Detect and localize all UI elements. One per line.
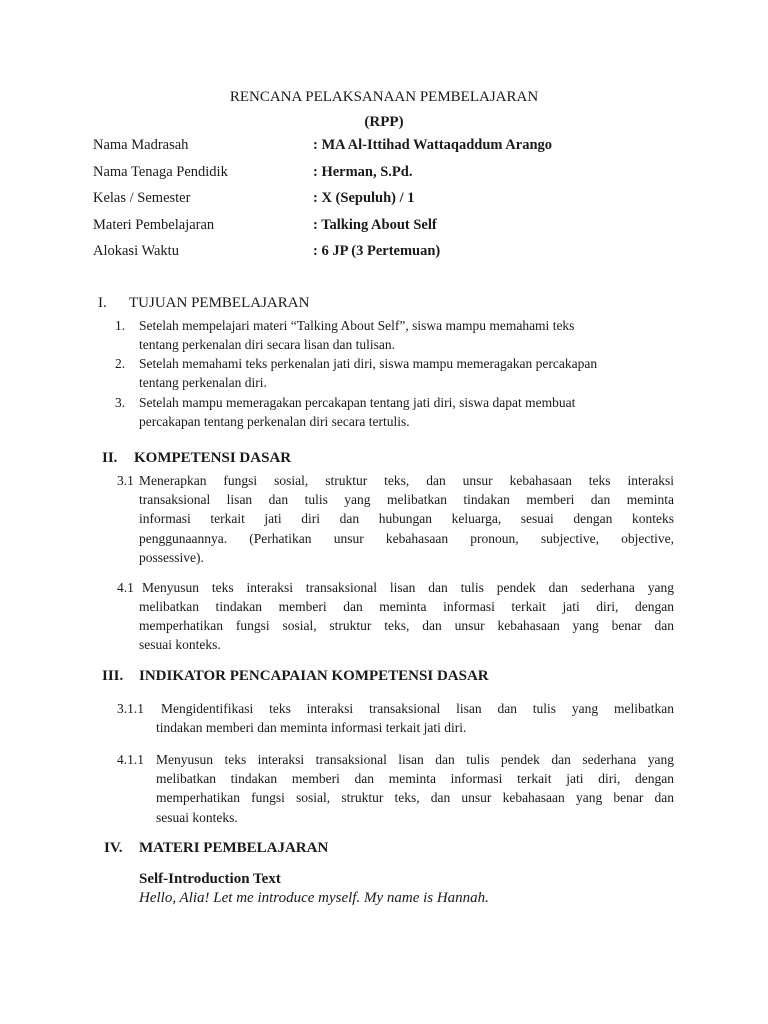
info-value: : Herman, S.Pd.: [313, 164, 413, 180]
list-item: [156, 750, 674, 827]
section-number: IV.: [104, 840, 123, 856]
list-item-line: informasi terkait jati diri dan hubungan keluarga, sesuai dengan konteks: [139, 511, 674, 527]
list-item-line: Menyusun teks interaksi transaksional lisan dan tulis pendek dan sederhana yang: [156, 752, 674, 767]
section-number: II.: [102, 450, 118, 466]
info-label: Materi Pembelajaran: [93, 217, 215, 233]
material-text: Hello, Alia! Let me introduce myself. My name is Hannah.: [139, 890, 489, 906]
list-item-line: transaksional lisan dan tulis yang melibatkan tindakan memberi dan meminta: [139, 492, 674, 508]
info-value: : Talking About Self: [313, 217, 437, 233]
list-item-line: Menerapkan fungsi sosial, struktur teks, dan unsur kebahasaan teks interaksi: [139, 473, 674, 488]
list-item: [156, 718, 674, 737]
section-number: III.: [102, 668, 124, 684]
list-item-line: tentang perkenalan diri secara lisan dan tulisan.: [139, 337, 396, 353]
section-heading: KOMPETENSI DASAR: [134, 450, 292, 466]
list-item-line: melibatkan tindakan memberi dan meminta informasi terkait jati diri, dengan: [139, 599, 674, 614]
info-label: Alokasi Waktu: [93, 243, 179, 259]
list-item-number: 3.: [115, 395, 126, 410]
info-value: : 6 JP (3 Pertemuan): [313, 243, 441, 259]
list-item-number: 2.: [115, 356, 126, 371]
list-item-line: Setelah mempelajari materi “Talking About Self”, siswa mampu memahami teks: [139, 318, 575, 333]
list-item-line: melibatkan tindakan memberi dan meminta informasi terkait jati diri, dengan: [156, 771, 674, 787]
document-subtitle: (RPP): [364, 114, 404, 130]
list-item-line: tindakan memberi dan meminta informasi terkait jati diri.: [156, 720, 467, 735]
section-heading: MATERI PEMBELAJARAN: [139, 840, 329, 856]
info-label: Kelas / Semester: [93, 190, 191, 206]
info-label: Nama Tenaga Pendidik: [93, 164, 228, 180]
list-item-number: 3.1: [117, 473, 134, 488]
material-subtitle: Self-Introduction Text: [139, 871, 281, 887]
list-item: [139, 354, 677, 392]
info-label: Nama Madrasah: [93, 137, 189, 153]
list-item-line: penggunaannya. (Perhatikan unsur kebahasaan pronoun, subjective, objective,: [139, 530, 674, 546]
list-item-first-line: [161, 699, 674, 718]
list-item-line: possessive).: [139, 549, 204, 565]
document-title: RENCANA PELAKSANAAN PEMBELAJARAN: [229, 89, 539, 105]
info-value: : X (Sepuluh) / 1: [313, 190, 415, 206]
list-item-number: 4.1.1: [117, 752, 144, 767]
list-item-number: 4.1: [117, 580, 134, 595]
section-heading: TUJUAN PEMBELAJARAN: [129, 295, 310, 311]
list-item-line: memperhatikan fungsi sosial, struktur teks, dan unsur kebahasaan yang benar dan: [139, 618, 674, 634]
list-item-line: Mengidentifikasi teks interaksi transaksional lisan dan tulis yang melibatkan: [161, 701, 674, 716]
list-item-line: memperhatikan fungsi sosial, struktur teks, dan unsur kebahasaan yang benar dan: [156, 790, 674, 806]
info-value: : MA Al-Ittihad Wattaqaddum Arango: [313, 137, 553, 153]
section-number: I.: [98, 295, 107, 311]
list-item-number: 1.: [115, 318, 126, 333]
list-item: [139, 316, 677, 354]
list-item: [139, 597, 674, 655]
list-item-first-line: [142, 578, 674, 597]
section-heading: INDIKATOR PENCAPAIAN KOMPETENSI DASAR: [139, 668, 489, 684]
list-item-line: sesuai konteks.: [156, 809, 238, 825]
list-item: [139, 471, 674, 567]
list-item-line: Setelah mampu memeragakan percakapan tentang jati diri, siswa dapat membuat: [139, 395, 576, 410]
list-item-line: tentang perkenalan diri.: [139, 375, 267, 391]
list-item-line: Menyusun teks interaksi transaksional lisan dan tulis pendek dan sederhana yang: [142, 580, 674, 595]
list-item-line: sesuai konteks.: [139, 637, 221, 653]
list-item: [139, 393, 677, 431]
list-item-number: 3.1.1: [117, 701, 144, 716]
list-item-line: Setelah memahami teks perkenalan jati diri, siswa mampu memeragakan percakapan: [139, 356, 598, 371]
list-item-line: percakapan tentang perkenalan diri secara tertulis.: [139, 414, 410, 430]
